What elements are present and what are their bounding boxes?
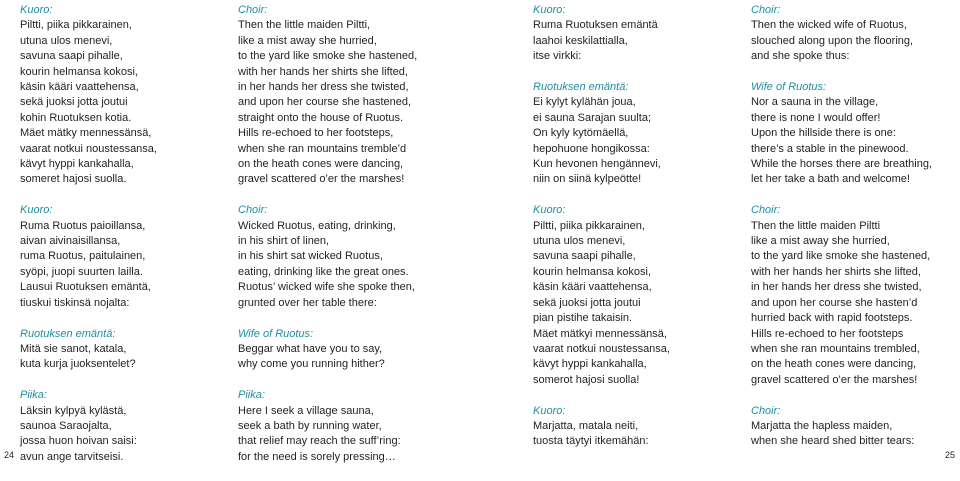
verse-line: like a mist away she hurried, (238, 34, 377, 47)
right-page (480, 0, 960, 464)
speaker-label: Kuoro: (20, 4, 53, 16)
verse-line: let her take a bath and welcome! (751, 173, 910, 186)
verse-line: Piltti, piika pikkarainen, (20, 19, 132, 32)
left-page (0, 0, 480, 464)
verse-line: sekä juoksi jotta joutui (533, 296, 641, 309)
verse-line: laahoi keskilattialla, (533, 34, 628, 47)
verse-line: Kun hevonen hengännevi, (533, 158, 661, 171)
verse-line: Piltti, piika pikkarainen, (533, 219, 645, 232)
verse-line: vaarat notkui noustessansa, (533, 342, 670, 355)
verse-block (238, 388, 470, 465)
verse-line: aivan aivinaisillansa, (20, 235, 121, 248)
verse-line: in his shirt sat wicked Ruotus, (238, 250, 383, 263)
verse-block (238, 3, 470, 188)
verse-line: slouched along upon the flooring, (751, 34, 914, 47)
verse-line: Nor a sauna in the village, (751, 96, 879, 109)
verse-line: Then the little maiden Piltti, (238, 19, 371, 32)
verse-line: Ruotus’ wicked wife she spoke then, (238, 281, 415, 294)
verse-block (751, 80, 951, 188)
verse-line: Mitä sie sanot, katala, (20, 342, 127, 355)
speaker-label: Ruotuksen emäntä: (533, 81, 629, 94)
verse-line: eating, drinking like the great ones. (238, 265, 409, 278)
verse-line: when she ran mountains trembled, (751, 342, 920, 355)
verse-line: hepohuone hongikossa: (533, 142, 650, 155)
verse-line: on the heath cones were dancing, (238, 158, 404, 171)
speaker-label: Ruotuksen emäntä: (20, 327, 116, 340)
verse-line: when she heard shed bitter tears: (751, 435, 915, 448)
verse-line: Marjatta the hapless maiden, (751, 419, 893, 432)
verse-block (533, 80, 733, 188)
verse-block (20, 388, 220, 465)
verse-line: kohin Ruotuksen kotia. (20, 111, 132, 124)
column-english-left (238, 3, 470, 481)
speaker-label: Kuoro: (533, 204, 566, 217)
speaker-label: Choir: (751, 204, 781, 217)
verse-block (533, 3, 733, 65)
verse-line: kourin helmansa kokosi, (533, 265, 652, 278)
speaker-label: Kuoro: (533, 404, 566, 417)
verse-line: Mäet mätky mennessänsä, (20, 127, 152, 140)
column-finnish-right (533, 3, 733, 465)
verse-line: seek a bath by running water, (238, 419, 382, 432)
verse-block (751, 203, 951, 388)
verse-block (20, 327, 220, 373)
speaker-label: Kuoro: (533, 4, 566, 16)
verse-line: On kyly kytömäellä, (533, 127, 629, 140)
verse-line: on the heath cones were dancing, (751, 358, 917, 371)
verse-line: in her hands her dress she twisted, (238, 81, 409, 94)
verse-line: that relief may reach the suff’ring: (238, 435, 401, 448)
verse-line: and she spoke thus: (751, 50, 850, 63)
verse-line: Here I seek a village sauna, (238, 404, 374, 417)
verse-line: pian pistihe takaisin. (533, 312, 633, 325)
verse-line: Lausui Ruotuksen emäntä, (20, 281, 151, 294)
verse-line: Then the little maiden Piltti (751, 219, 881, 232)
verse-line: avun ange tarvitseisi. (20, 450, 124, 463)
verse-line: kävyt hyppi kankahalla, (533, 358, 647, 371)
verse-block (751, 404, 951, 450)
verse-line: Marjatta, matala neiti, (533, 419, 639, 432)
verse-line: utuna ulos menevi, (533, 235, 626, 248)
verse-line: for the need is sorely pressing… (238, 450, 396, 463)
verse-block (20, 3, 220, 188)
verse-line: savuna saapi pihalle, (20, 50, 123, 63)
speaker-label: Kuoro: (20, 204, 53, 217)
verse-line: when she ran mountains tremble’d (238, 142, 407, 155)
verse-block (238, 327, 470, 373)
page-number-right: 25 (944, 450, 955, 460)
verse-line: gravel scattered o’er the marshes! (751, 373, 918, 386)
verse-block (20, 203, 220, 311)
verse-line: somerot hajosi suolla! (533, 373, 640, 386)
verse-line: Läksin kylpyä kylästä, (20, 404, 127, 417)
verse-line: ei sauna Sarajan suulta; (533, 111, 652, 124)
verse-line: savuna saapi pihalle, (533, 250, 636, 263)
column-finnish-left (20, 3, 220, 481)
verse-line: with her hands her shirts she lifted, (751, 265, 921, 278)
verse-line: sekä juoksi jotta joutui (20, 96, 128, 109)
verse-line: itse virkki: (533, 50, 582, 63)
speaker-label: Choir: (751, 4, 781, 16)
speaker-label: Piika: (20, 389, 47, 402)
verse-line: niin on siinä kylpeötte! (533, 173, 642, 186)
verse-line: kävyt hyppi kankahalla, (20, 158, 134, 171)
verse-line: in her hands her dress she twisted, (751, 281, 922, 294)
verse-line: hurried back with rapid footsteps. (751, 312, 913, 325)
verse-line: Upon the hillside there is one: (751, 127, 896, 140)
verse-line: jossa huon hoivan saisi: (20, 435, 137, 448)
verse-line: Ruma Ruotus paioillansa, (20, 219, 146, 232)
verse-line: Ei kylyt kylähän joua, (533, 96, 636, 109)
verse-line: Hills re-echoed to her footsteps (751, 327, 904, 340)
verse-line: vaarat notkui noustessansa, (20, 142, 157, 155)
verse-line: to the yard like smoke she hastened, (751, 250, 931, 263)
verse-block (751, 3, 951, 65)
verse-line: with her hands her shirts she lifted, (238, 65, 408, 78)
verse-line: gravel scattered o’er the marshes! (238, 173, 405, 186)
verse-line: käsin kääri vaattehensa, (533, 281, 652, 294)
verse-line: Wicked Ruotus, eating, drinking, (238, 219, 396, 232)
verse-line: to the yard like smoke she hastened, (238, 50, 418, 63)
verse-line: syöpi, juopi suurten lailla. (20, 265, 143, 278)
verse-line: While the horses there are breathing, (751, 158, 932, 171)
verse-line: Mäet mätkyi mennessänsä, (533, 327, 667, 340)
verse-line: tiuskui tiskinsä nojalta: (20, 296, 130, 309)
verse-line: ruma Ruotus, paitulainen, (20, 250, 146, 263)
column-english-right (751, 3, 951, 465)
verse-line: why come you running hither? (238, 358, 385, 371)
verse-block (238, 203, 470, 311)
verse-line: someret hajosi suolla. (20, 173, 127, 186)
verse-line: Beggar what have you to say, (238, 342, 383, 355)
verse-line: saunoa Saraojalta, (20, 419, 112, 432)
verse-block (533, 404, 733, 450)
page-number-left: 24 (4, 450, 15, 460)
verse-line: like a mist away she hurried, (751, 235, 890, 248)
verse-line: käsin kääri vaattehensa, (20, 81, 139, 94)
verse-line: tuosta täytyi itkemähän: (533, 435, 649, 448)
speaker-label: Choir: (238, 4, 268, 16)
verse-line: and upon her course she hastened, (238, 96, 412, 109)
verse-line: Hills re-echoed to her footsteps, (238, 127, 394, 140)
verse-line: utuna ulos menevi, (20, 34, 113, 47)
verse-line: grunted over her table there: (238, 296, 377, 309)
verse-line: there is none I would offer! (751, 111, 881, 124)
speaker-label: Piika: (238, 389, 265, 402)
verse-block (533, 203, 733, 388)
verse-line: kuta kurja juoksentelet? (20, 358, 136, 371)
verse-line: there’s a stable in the pinewood. (751, 142, 909, 155)
speaker-label: Choir: (751, 404, 781, 417)
verse-line: in his shirt of linen, (238, 235, 330, 248)
verse-line: kourin helmansa kokosi, (20, 65, 139, 78)
verse-line: and upon her course she hasten’d (751, 296, 918, 309)
speaker-label: Choir: (238, 204, 268, 217)
verse-line: straight onto the house of Ruotus. (238, 111, 404, 124)
speaker-label: Wife of Ruotus: (238, 327, 314, 340)
speaker-label: Wife of Ruotus: (751, 81, 827, 94)
verse-line: Then the wicked wife of Ruotus, (751, 19, 907, 32)
verse-line: Ruma Ruotuksen emäntä (533, 19, 658, 32)
